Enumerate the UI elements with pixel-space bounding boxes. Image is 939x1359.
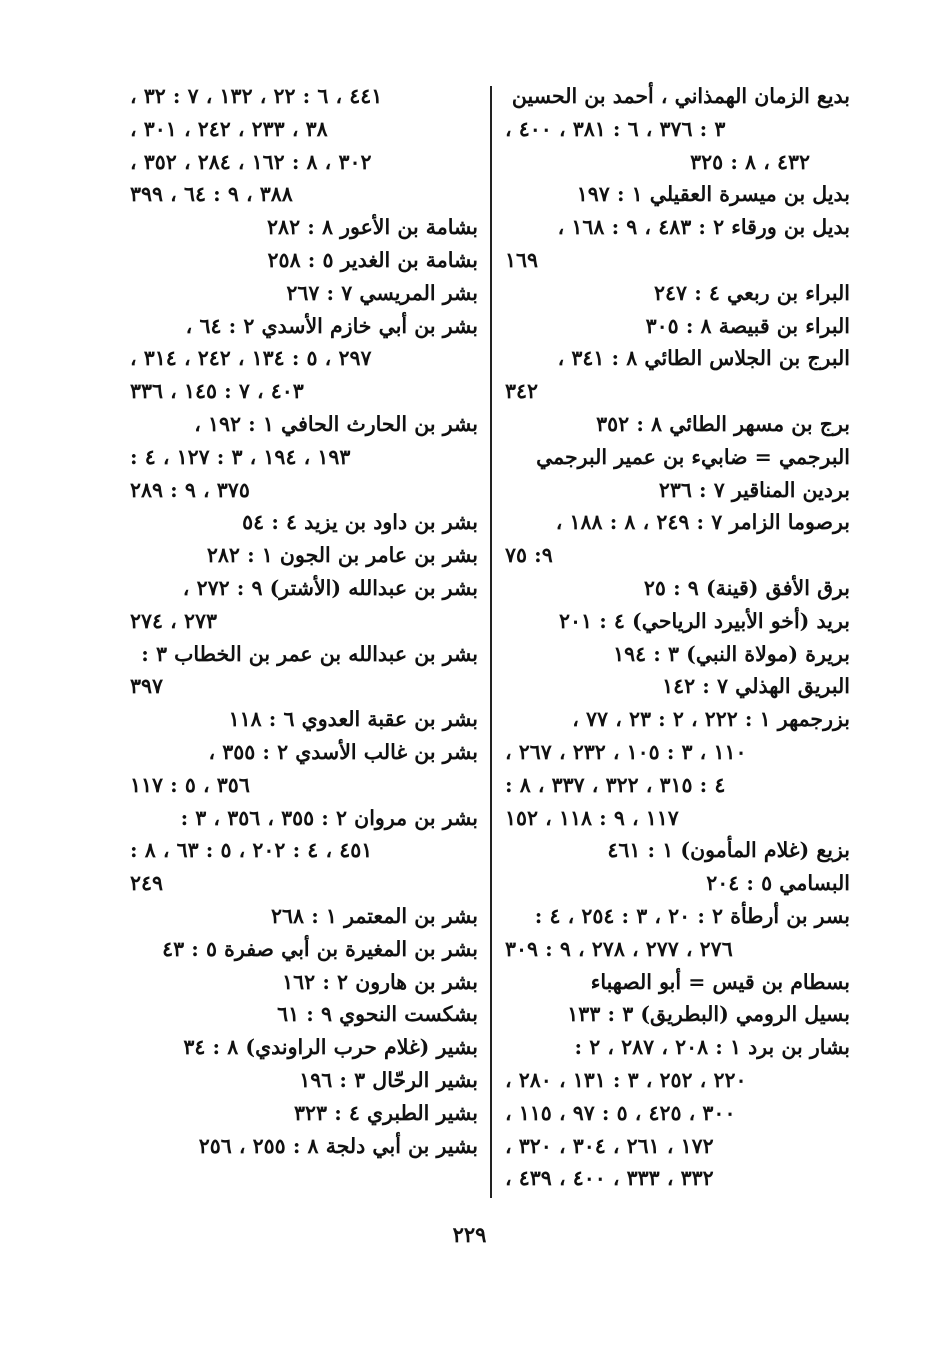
index-line: بسطام بن قيس = أبو الصهباء	[590, 969, 850, 994]
index-line: ١٦٩	[505, 247, 539, 272]
index-line: ٩: ٧٥	[505, 543, 553, 568]
index-line: ٣٩٧	[130, 674, 164, 699]
index-line: بديع الزمان الهمذاني ، أحمد بن الحسين	[511, 84, 850, 108]
index-line: بشير الرحّال ٣ : ١٩٦	[299, 1067, 478, 1092]
index-line: بشر بن أبي خازم الأسدي ٢ : ٦٤ ،	[185, 313, 478, 338]
index-line: بشير بن أبي دلجة ٨ : ٢٥٥ ، ٢٥٦	[198, 1133, 478, 1158]
index-line: بسيل الرومي (البطريق) ٣ : ١٣٣	[567, 1002, 850, 1027]
index-line: برج بن مسهر الطائي ٨ : ٣٥٢	[596, 411, 850, 436]
index-line: برق الأفق (قينة) ٩ : ٢٥	[643, 575, 850, 600]
index-line: ٢٧٣ ، ٢٧٤	[130, 608, 217, 633]
index-line: بديل بن ميسرة العقيلي ١ : ١٩٧	[576, 182, 850, 207]
index-line: بشر بن عبدالله بن عمر بن الخطاب ٣ :	[141, 641, 478, 666]
index-line: بشر بن غالب الأسدي ٢ : ٣٥٥ ،	[208, 739, 478, 764]
index-line: ١١٠ ، ٣ : ١٠٥ ، ٢٣٢ ، ٢٦٧ ،	[505, 739, 747, 764]
index-line: بزرجمهر ١ : ٢٢٢ ، ٢ : ٢٣ ، ٧٧ ،	[572, 707, 850, 732]
index-line: ٤٠٣ ، ٧ : ١٤٥ ، ٣٣٦	[130, 379, 304, 404]
index-line: البرجمي = ضابيء بن عمير البرجمي	[536, 444, 850, 469]
index-line: ١٩٣ ، ١٩٤ ، ٣ : ١٢٧ ، ٤ :	[130, 444, 351, 469]
index-line: بشير (غلام حرب الراوندي) ٨ : ٣٤	[183, 1035, 478, 1060]
index-line: ٢٢٠ ، ٢٥٢ ، ٣ : ١٣١ ، ٢٨٠ ،	[505, 1067, 747, 1092]
index-line: ٤٥١ ، ٤ : ٢٠٢ ، ٥ : ٦٣ ، ٨ :	[130, 838, 373, 863]
index-line: البريق الهذلي ٧ : ١٤٢	[662, 674, 850, 699]
index-line: بردين المناقير ٧ : ٢٣٦	[658, 477, 850, 502]
index-line: ٣ : ٣٧٦ ، ٦ : ٣٨١ ، ٤٠٠ ،	[505, 116, 726, 141]
index-line: البراء بن قبيصة ٨ : ٣٠٥	[645, 313, 850, 338]
index-line: بشر المريسي ٧ : ٢٦٧	[286, 280, 478, 305]
index-line: ٤٣٢ ، ٨ : ٣٢٥	[690, 149, 810, 174]
index-line: بشر بن عامر بن الجون ١ : ٢٨٢	[206, 543, 478, 568]
index-line: ٣٥٦ ، ٥ : ١١٧	[130, 772, 250, 797]
index-line: ٤ : ٣١٥ ، ٣٢٢ ، ٣٣٧ ، ٨ :	[505, 772, 726, 797]
index-line: البرج بن الجلاس الطائي ٨ : ٣٤١ ،	[557, 346, 850, 371]
index-line: بشامة بن الأعور ٨ : ٢٨٢	[267, 215, 478, 240]
index-line: بشر بن مروان ٢ : ٣٥٥ ، ٣٥٦ ، ٣ :	[180, 805, 478, 830]
index-line: ٣٨٨ ، ٩ : ٦٤ ، ٣٩٩	[130, 182, 293, 207]
index-line: بشر بن عبدالله (الأشتر) ٩ : ٢٧٢ ،	[182, 575, 478, 600]
index-line: ١٧٢ ، ٢٦١ ، ٣٠٤ ، ٣٢٠ ،	[505, 1133, 714, 1158]
index-line: بزيع (غلام المأمون) ١ : ٤٦١	[607, 838, 850, 863]
index-line: برصوما الزامر ٧ : ٢٤٩ ، ٨ : ١٨٨ ،	[555, 510, 850, 535]
index-line: بديل بن ورقاء ٢ : ٤٨٣ ، ٩ : ١٦٨ ،	[557, 215, 850, 240]
index-line: البراء بن ربعي ٤ : ٢٤٧	[654, 280, 850, 305]
index-line: بريرة (مولاة النبي) ٣ : ١٩٤	[613, 641, 850, 666]
index-line: ٤٤١ ، ٦ : ٢٢ ، ١٣٢ ، ٧ : ٣٢ ،	[130, 84, 383, 108]
index-line: بشر بن عقبة العدوي ٦ : ١١٨	[228, 707, 478, 732]
index-line: بشر بن داود بن يزيد ٤ : ٥٤	[242, 510, 478, 535]
index-line: ٣٤٢	[505, 379, 539, 404]
index-line: بسر بن أرطأة ٢ : ٢٠ ، ٣ : ٢٥٤ ، ٤ :	[534, 903, 850, 928]
index-line: ٣٠٢ ، ٨ : ١٦٢ ، ٢٨٤ ، ٣٥٢ ،	[130, 149, 372, 174]
index-line: بريد (أخو الأبيرد الرياحي) ٤ : ٢٠١	[559, 608, 850, 633]
index-line: بشكست النحوي ٩ : ٦١	[277, 1002, 478, 1027]
index-line: ٣٣٢ ، ٣٣٣ ، ٤٠٠ ، ٤٣٩ ،	[505, 1166, 714, 1191]
index-column-right	[505, 80, 850, 1195]
page-number: ٢٢٩	[452, 1222, 487, 1247]
index-column-left	[130, 80, 478, 1162]
index-line: البسامي ٥ : ٢٠٤	[706, 871, 850, 896]
index-line: ٣٠٠ ، ٤٢٥ ، ٥ : ٩٧ ، ١١٥ ،	[505, 1100, 736, 1125]
index-line: ٢٤٩	[130, 871, 164, 896]
index-line: ٣٨ ، ٢٣٣ ، ٢٤٢ ، ٣٠١ ،	[130, 116, 328, 141]
index-line: ٢٧٦ ، ٢٧٧ ، ٢٧٨ ، ٩ : ٣٠٩	[505, 936, 733, 961]
index-line: بشامة بن الغدير ٥ : ٢٥٨	[267, 247, 478, 272]
index-line: بشر بن المغيرة بن أبي صفرة ٥ : ٤٣	[162, 936, 478, 961]
index-line: ١١٧ ، ٩ : ١١٨ ، ١٥٢	[505, 805, 679, 830]
index-line: بشار بن برد ١ : ٢٠٨ ، ٢٨٧ ، ٢ :	[574, 1035, 850, 1060]
index-line: بشر بن هارون ٢ : ١٦٢	[282, 969, 478, 994]
index-line: بشر بن الحارث الحافي ١ : ١٩٢ ،	[194, 411, 478, 436]
index-line: ٣٧٥ ، ٩ : ٢٨٩	[130, 477, 250, 502]
index-line: بشر بن المعتمر ١ : ٢٦٨	[271, 903, 478, 928]
index-line: بشير الطبري ٤ : ٣٢٣	[294, 1100, 478, 1125]
index-line: ٢٩٧ ، ٥ : ١٣٤ ، ٢٤٢ ، ٣١٤ ،	[130, 346, 372, 371]
column-divider	[490, 86, 492, 1198]
